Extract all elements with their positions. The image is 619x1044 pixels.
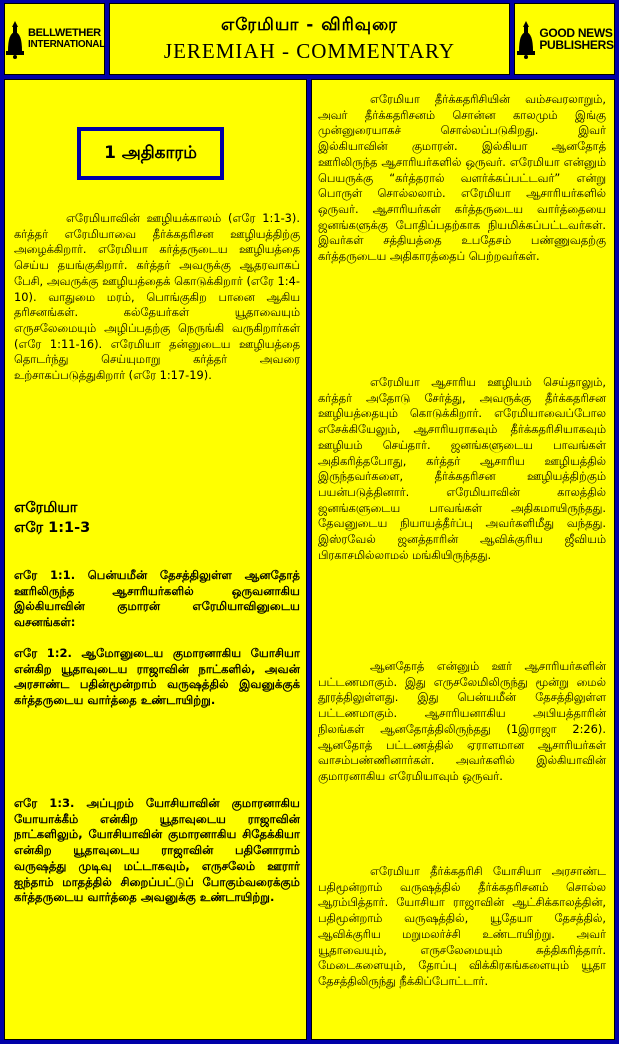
chapter-intro: எரேமியாவின் ஊழியக்காலம் (எரே 1:1-3). கர்த்தர் எரேமியாவை தீர்க்கதரிசன ஊழியத்திற்கு அழைக்கிறார். எரேமியா கர்த்தருடைய ஊழியத்தை செய்ய தயங்குகிறார். கர்த்தர் அவருக்கு ஆதரவாகப் பேசி, அவருக்கு ஊழியத்தைக் கொடுக்கிறார் (எரே 1:4-10). வாதுமை மரம், பொங்குகிற பானை ஆகிய தரிசனங்கள். கல்தேயர்கள் யூதாவையும் எருசலேமையும் அழிப்பதற்கு நெருங்கி வருகிறார்கள் (எரே 1:11-16). எரேமியா தன்னுடைய ஊழியத்தை தொடர்ந்து செய்யுமாறு கர்த்தர் அவரை உற்சாகப்படுத்துகிறார் (எரே 1:17-19). xyxy=(14,211,300,383)
commentary-paragraph-1: எரேமியா தீர்க்கதரிசியின் வம்சவரலாறும், அவர் தீர்க்கதரிசனம் சொன்ன காலமும் இங்கு முன்னுரையாகச் சொல்லப்படுகிறது. இவர் இல்கியாவின் குமாரன். இல்கியா ஆனதோத் ஊரிலிருந்த ஆசாரியர்களில் ஒருவர். எரேமியா என்னும் பெயருக்கு “கர்த்தரால் வளர்க்கப்பட்டவர்” என்று பொருள் சொல்லலாம். எரேமியா ஆசாரியர்களில் ஒருவர். ஆசாரியர்கள் கர்த்தருடைய வார்த்தையை ஜனங்களுக்கு போதிப்பதற்காக நியமிக்கப்பட்டவர்கள். இவர்கள் சத்தியத்தை உபதேசம் பண்ணுவதற்கு கர்த்தருடைய அதிகாரத்தைப் பெற்றவர்கள். xyxy=(318,92,606,264)
logo-text-line2: INTERNATIONAL xyxy=(27,39,106,50)
commentary-paragraph-4: எரேமியா தீர்க்கதரிசி யோசியா அரசாண்ட பதிமூன்றாம் வருஷத்தில் தீர்க்கதரிசனம் சொல்ல ஆரம்பித்தார். யோசியா ராஜாவின் ஆட்சிக்காலத்தின், பதிமூன்றாம் வருஷத்தில், யூதேயா தேசத்தில், ஆவிக்குரிய மறுமலர்ச்சி உண்டாயிற்று. அவர் யூதாவையும், எருசலேமையும் சுத்திகரித்தார். மேடைகளையும், தோப்பு விக்கிரகங்களையும் யூதா தேசத்திலிருந்து நீக்கிப்போட்டார். xyxy=(318,864,606,988)
page-header xyxy=(109,3,510,75)
verse-1-3: எரே 1:3. அப்புறம் யோசியாவின் குமாரனாகிய யோயாக்கீம் என்கிற யூதாவுடைய ராஜாவின் நாட்களிலும், யோசியாவின் குமாரனாகிய சிதேக்கியா என்கிற யூதாவுடைய ராஜாவின் பதினோராம் வருஷத்து முடிவு மட்டாகவும், எருசலேம் ஊரார் ஐந்தாம் மாதத்தில் சிறைப்பட்டுப் போகும்வரைக்கும் கர்த்தருடைய வார்த்தை அவனுக்கு உண்டாயிற்று. xyxy=(14,796,300,905)
chapter-title: 1 அதிகாரம் xyxy=(77,127,224,180)
verse-1-2: எரே 1:2. ஆமோனுடைய குமாரனாகிய யோசியா என்கிற யூதாவுடைய ராஜாவின் நாட்களில், அவன் அரசாண்ட பதின்மூன்றாம் வருஷத்தில் இவனுக்குக் கர்த்தருடைய வார்த்தை உண்டாயிற்று. xyxy=(14,646,300,708)
logo-text-line2: PUBLISHERS xyxy=(539,38,614,52)
verse-1-1: எரே 1:1. பென்யமீன் தேசத்திலுள்ள ஆனதோத் ஊரிலிருந்த ஆசாரியர்களில் ஒருவனாகிய இல்கியாவின் குமாரன் எரேமியாவினுடைய வசனங்கள்: xyxy=(14,568,300,630)
logo-text-line1: BELLWETHER xyxy=(27,27,101,39)
section-heading: எரேமியா xyxy=(14,500,78,516)
title-tamil: எரேமியா - விரிவுரை xyxy=(221,14,398,35)
logo-text-line1: GOOD NEWS xyxy=(539,26,613,40)
title-english: JEREMIAH - COMMENTARY xyxy=(163,38,456,63)
bellwether-logo xyxy=(4,3,105,75)
commentary-paragraph-2: எரேமியா ஆசாரிய ஊழியம் செய்தாலும், கர்த்தர் அதோடு சேர்த்து, அவருக்கு தீர்க்கதரிசன ஊழியத்தையும் கொடுக்கிறார். எரேமியாவைப்போல எசேக்கியேலும், ஆசாரியராகவும் தீர்க்கதரிசியாகவும் ஊழியம் செய்தார். ஜனங்களுடைய பாவங்கள் அதிகரித்தபோது, கர்த்தர் ஆசாரிய ஊழியத்தில் இருந்தவர்களை, தீர்க்கதரிசன ஊழியத்திற்கும் பயன்படுத்தினார். எரேமியாவின் காலத்தில் ஜனங்களுடைய பாவங்கள் அதிகமாயிருந்தது. தேவனுடைய நியாயத்தீர்ப்பு அவர்களிமீது வந்தது. இஸ்ரவேல் ஜனத்தாரின் ஆவிக்குரிய ஜீவியம் பிரகாசமில்லாமல் மங்கியிருந்தது. xyxy=(318,375,606,562)
section-reference: எரே 1:1-3 xyxy=(14,520,91,536)
bellwether-bell-icon xyxy=(4,19,26,59)
bell-icon xyxy=(515,19,537,59)
good-news-logo xyxy=(514,3,615,75)
commentary-paragraph-3: ஆனதோத் என்னும் ஊர் ஆசாரியர்களின் பட்டணமாகும். இது எருசலேமிலிருந்து மூன்று மைல் தூரத்திலுள்ளது. இது பென்யமீன் தேசத்திலுள்ள பட்டணமாகும். ஆசாரியனாகிய அபியத்தாரின் நிலங்கள் ஆனதோத்திலிருந்தது (1இராஜா 2:26). ஆனதோத் பட்டணத்தில் ஏராளமான ஆசாரியர்கள் வாசம்பண்ணினார்கள். அவர்களில் இல்கியாவின் குமாரனாகிய எரேமியாவும் ஒருவர். xyxy=(318,659,606,783)
